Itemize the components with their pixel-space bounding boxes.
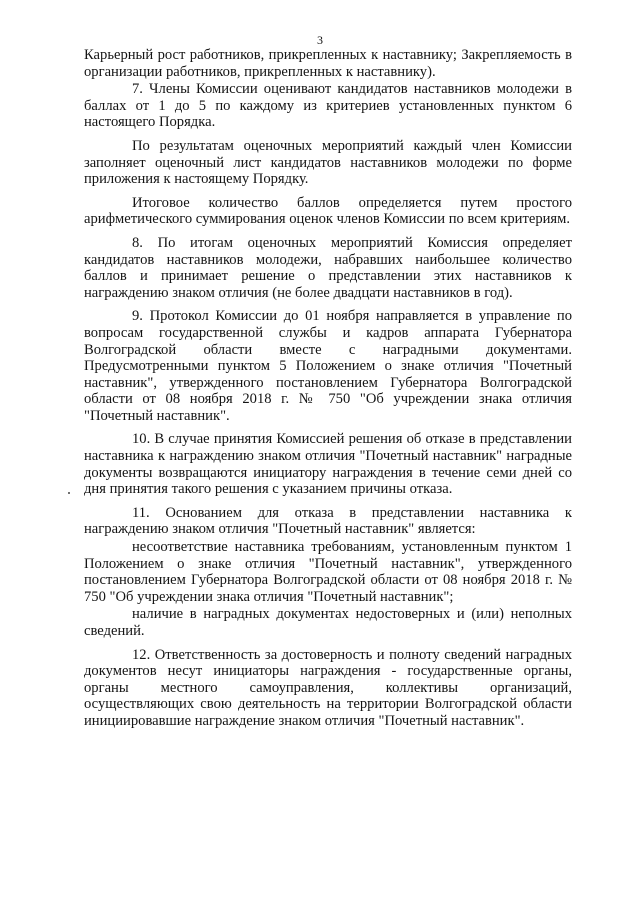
page-number: 3 [317,33,323,47]
paragraph-9: 9. Протокол Комиссии до 01 ноября направляется в управление по вопросам государственной службы и кадров аппарата Губернатора Волгоградской области вместе с наградными документами. Предусмотренными пунктом 5 Положением о знаке отличия "Почетный наставник", утвержденного постановлением Губернатора Волгоградской области от 08 ноября 2018 г. № 750 "Об учреждении знака отличия "Почетный наставник". [84,308,572,424]
paragraph-11-item-1: несоответствие наставника требованиям, установленным пунктом 1 Положением о знаке отличия "Почетный наставник", утвержденного постановлением Губернатора Волгоградской области от 08 ноября 2018 г. № 750 "Об учреждении знака отличия "Почетный наставник"; [84,539,572,605]
paragraph-8: 8. По итогам оценочных мероприятий Комиссия определяет кандидатов наставников молодежи, набравших наибольшее количество баллов и принимает решение о представлении этих наставников к награждению знаком отличия (не более двадцати наставников в год). [84,234,572,301]
paragraph-11: 11. Основанием для отказа в представлении наставника к награждению знаком отличия "Почетный наставник" является: [84,504,572,538]
paragraph-7: 7. Члены Комиссии оценивают кандидатов наставников молодежи в баллах от 1 до 5 по каждому из критериев установленных пунктом 6 настоящего Порядка. [84,81,572,131]
scan-speck [68,492,70,494]
paragraph-evaluation-sheet: По результатам оценочных мероприятий каждый член Комиссии заполняет оценочный лист кандидатов наставников молодежи по форме приложения к настоящему Порядку. [84,137,572,188]
paragraph-career-growth: Карьерный рост работников, прикрепленных к наставнику; Закрепляемость в организации работников, прикрепленных к наставнику). [84,47,572,80]
paragraph-12: 12. Ответственность за достоверность и полноту сведений наградных документов несут инициаторы награждения - государственные органы, органы местного самоуправления, коллективы организаций, осуществляющих свою деятельность на территории Волгоградской области инициировавшие награждение знаком отличия "Почетный наставник". [84,646,572,729]
paragraph-10: 10. В случае принятия Комиссией решения об отказе в представлении наставника к награждению знаком отличия "Почетный наставник" наградные документы возвращаются инициатору награждения в течение семи дней со дня принятия такого решения с указанием причины отказа. [84,431,572,498]
paragraph-11-item-2: наличие в наградных документах недостоверных и (или) неполных сведений. [84,606,572,639]
document-body [84,47,572,737]
paragraph-total-score: Итоговое количество баллов определяется путем простого арифметического суммирования оценок членов Комиссии по всем критериям. [84,194,572,228]
